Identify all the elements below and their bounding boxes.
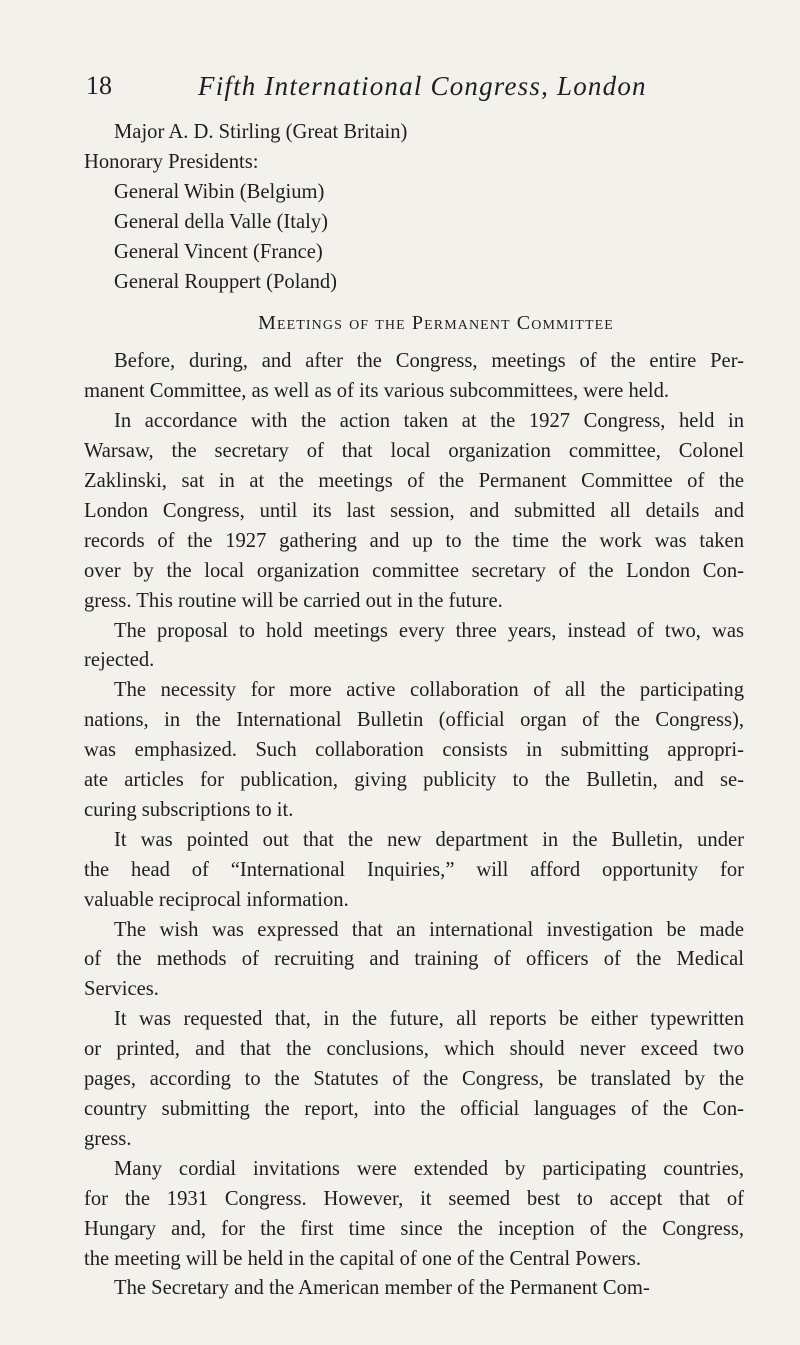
text-line: In accordance with the action taken at the 1927 Congress, held in [114,410,744,433]
paragraph [84,617,744,677]
text-line: records of the 1927 gathering and up to the time the work was taken [84,529,744,552]
honorary-president: General Vincent (France) [114,240,323,263]
text-line: curing subscriptions to it. [84,798,294,821]
text-line: London Congress, until its last session, and submitted all details and [84,499,744,522]
text-line: The wish was expressed that an international investigation be made [114,918,744,941]
section-heading: Meetings of the Permanent Committee [258,312,614,335]
honorary-president: General della Valle (Italy) [114,210,329,233]
text-line: Hungary and, for the first time since the inception of the Congress, [84,1217,744,1240]
text-line: gress. This routine will be carried out in the future. [84,589,503,612]
running-title: Fifth International Congress, London [198,71,647,101]
text-line: It was requested that, in the future, all reports be either typewritten [114,1008,744,1031]
text-line: for the 1931 Congress. However, it seemed best to accept that of [84,1187,744,1210]
paragraph [84,347,744,407]
text-line: Services. [84,978,159,1001]
text-line: Many cordial invitations were extended by participating countries, [114,1157,744,1180]
page-header [0,66,800,106]
text-line: or printed, and that the conclusions, which should never exceed two [84,1038,744,1061]
text-line: the head of “International Inquiries,” will afford opportunity for [84,858,744,881]
paragraph [84,407,744,616]
text-line: rejected. [84,649,155,672]
section-paragraphs [84,347,744,1304]
text-line: ate articles for publication, giving publicity to the Bulletin, and se- [84,769,744,792]
page-body [84,118,744,1304]
officer-line: Major A. D. Stirling (Great Britain) [114,121,408,143]
paragraph [84,1274,744,1304]
text-line: Warsaw, the secretary of that local organization committee, Colonel [84,440,744,463]
text-line: The proposal to hold meetings every three years, instead of two, was [114,619,744,642]
text-line: the meeting will be held in the capital of one of the Central Powers. [84,1247,642,1270]
text-line: over by the local organization committee secretary of the London Con- [84,559,744,582]
text-line: Before, during, and after the Congress, meetings of the entire Per- [114,350,744,373]
text-line: manent Committee, as well as of its various subcommittees, were held. [84,380,670,403]
officers-list [84,118,744,297]
paragraph [84,916,744,1006]
honorary-presidents-label: Honorary Presidents: [84,150,259,173]
paragraph [84,1155,744,1275]
honorary-president: General Wibin (Belgium) [114,180,325,203]
text-line: was emphasized. Such collaboration consists in submitting appropri- [84,739,744,762]
text-line: nations, in the International Bulletin (official organ of the Congress), [84,709,744,732]
text-line: It was pointed out that the new department in the Bulletin, under [114,828,744,851]
text-line: pages, according to the Statutes of the Congress, be translated by the [84,1068,744,1091]
text-line: The Secretary and the American member of the Permanent Com- [114,1277,650,1300]
paragraph [84,826,744,916]
text-line: valuable reciprocal information. [84,888,349,911]
text-line: country submitting the report, into the official languages of the Con- [84,1098,744,1120]
text-line: Zaklinski, sat in at the meetings of the Permanent Committee of the [84,469,744,492]
paragraph [84,1005,744,1155]
page-number: 18 [86,71,112,100]
text-line: gress. [84,1127,132,1150]
text-line: The necessity for more active collaboration of all the participating [114,679,744,702]
paragraph [84,676,744,826]
text-line: of the methods of recruiting and training of officers of the Medical [84,948,744,971]
honorary-president: General Rouppert (Poland) [114,270,338,293]
